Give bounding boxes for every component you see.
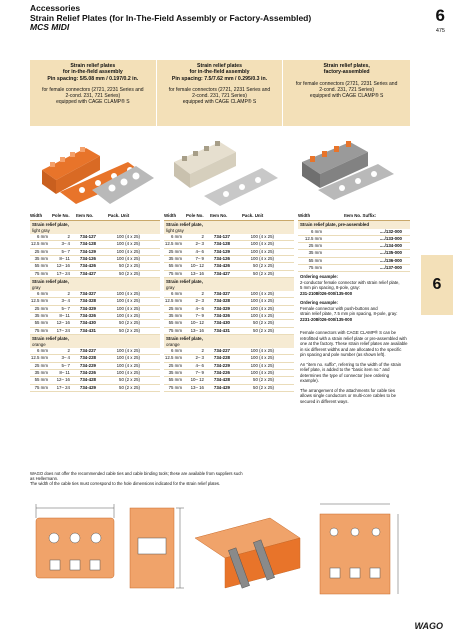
cell-pack: 100 (4 x 25) <box>250 370 274 376</box>
table-row <box>298 250 410 257</box>
cell-width: 55 mm <box>168 377 182 383</box>
cell-pack: 100 (4 x 25) <box>250 241 274 247</box>
column-header-a <box>30 60 157 126</box>
cell-item: 734-426 <box>79 263 96 269</box>
cell-suffix: ..../135-000 <box>379 250 402 256</box>
table-row <box>164 271 294 278</box>
cell-poles: 2– 3 <box>195 298 204 304</box>
table-row <box>164 385 294 392</box>
table-row <box>164 291 294 298</box>
cell-width: 12.5 mm <box>30 355 48 361</box>
cell-poles: 8– 11 <box>59 256 70 262</box>
cell-width: 55 mm <box>168 320 182 326</box>
table-row <box>164 249 294 256</box>
cell-item: 734-429 <box>79 384 96 390</box>
table-row <box>30 298 160 305</box>
cell-width: 12.5 mm <box>30 298 48 304</box>
table-row <box>30 291 160 298</box>
gray-connector-image <box>288 132 408 208</box>
cell-poles: 2 <box>67 348 70 354</box>
chapter-tab[interactable]: 6 <box>421 255 453 315</box>
cell-suffix: ..../132-000 <box>379 228 402 234</box>
col-item: Item No. <box>210 213 228 218</box>
cell-item: 734-327 <box>213 291 230 297</box>
cell-pack: 50 (2 x 25) <box>119 270 140 276</box>
col-c-subtitle: for female connectors (2721, 2231 Series and 2-cond. 231, 721 Series) equipped with CAGE CLAMP® S <box>295 80 398 100</box>
cell-pack: 50 (2 x 25) <box>253 320 274 326</box>
cell-poles: 7– 9 <box>195 370 204 376</box>
cell-width: 35 mm <box>168 256 182 262</box>
cell-width: 25 mm <box>168 362 182 368</box>
cell-item: 734-128 <box>79 241 96 247</box>
cell-poles: 5– 7 <box>61 305 70 311</box>
cell-width: 12.5 mm <box>164 241 182 247</box>
lightgray-connector-image <box>164 132 284 208</box>
cell-suffix: ..../137-000 <box>379 265 402 271</box>
table-row <box>298 229 410 236</box>
table-preassembled <box>298 211 410 410</box>
cell-width: 6 mm <box>171 348 182 354</box>
footnote: WAGO does not offer the recommended cable ties and cable binding tools; these are available from suppliers such as Hellermann. The width of the cable ties must correspond to the hole dimensions indicated for the strain relief plates. <box>30 471 243 487</box>
table-row <box>164 263 294 270</box>
section-title: Strain relief plate, light gray <box>164 221 294 234</box>
cell-item: 734-329 <box>79 305 96 311</box>
page-number: 475 <box>435 28 445 34</box>
cell-width: 55 mm <box>308 257 322 263</box>
cell-width: 25 mm <box>34 362 48 368</box>
cell-poles: 7– 9 <box>195 256 204 262</box>
cell-pack: 50 (2 x 25) <box>119 263 140 269</box>
cell-item: 734-328 <box>213 298 230 304</box>
cell-pack: 50 (2 x 25) <box>253 384 274 390</box>
table-row <box>30 313 160 320</box>
cell-item: 734-227 <box>213 348 230 354</box>
cell-pack: 100 (4 x 25) <box>116 362 140 368</box>
table-row <box>164 256 294 263</box>
table-5mm-header <box>30 211 160 221</box>
cell-poles: 4– 6 <box>195 248 204 254</box>
chapter-number: 6 <box>435 6 445 25</box>
table-row <box>30 355 160 362</box>
cell-item: 734-326 <box>79 313 96 319</box>
cell-poles: 5– 7 <box>61 362 70 368</box>
cell-width: 75 mm <box>168 384 182 390</box>
section-title: Strain relief plate, pre-assembled <box>298 221 410 229</box>
col-suffix: Item No. Suffix: <box>344 213 377 218</box>
cell-poles: 13– 16 <box>190 384 204 390</box>
table-row <box>30 306 160 313</box>
cell-poles: 3– 4 <box>61 355 70 361</box>
cell-poles: 7– 9 <box>195 313 204 319</box>
table-row <box>164 313 294 320</box>
table-row <box>164 241 294 248</box>
cell-poles: 10– 12 <box>190 263 204 269</box>
cell-pack: 50 (2 x 25) <box>253 377 274 383</box>
cell-width: 35 mm <box>168 313 182 319</box>
header-line-2: Strain Relief Plates (for In-The-Field Assembly or Factory-Assembled) <box>30 12 312 23</box>
table-row <box>30 263 160 270</box>
cell-width: 75 mm <box>168 327 182 333</box>
cell-width: 6 mm <box>37 291 48 297</box>
wago-logo: WAGO <box>414 621 443 631</box>
cell-item: 734-226 <box>213 370 230 376</box>
cell-poles: 12– 16 <box>56 320 70 326</box>
table-row <box>298 236 410 243</box>
cell-width: 6 mm <box>171 291 182 297</box>
cell-item: 734-326 <box>213 313 230 319</box>
cell-pack: 100 (4 x 25) <box>250 234 274 240</box>
cell-item: 734-228 <box>213 355 230 361</box>
cell-item: 734-427 <box>213 270 230 276</box>
cell-poles: 17– 24 <box>56 270 70 276</box>
column-header-band <box>30 60 410 126</box>
cell-item: 734-327 <box>79 291 96 297</box>
cell-item: 734-127 <box>79 234 96 240</box>
cell-pack: 100 (4 x 25) <box>250 355 274 361</box>
cell-poles: 2 <box>67 234 70 240</box>
cell-item: 734-228 <box>79 355 96 361</box>
cell-width: 12.5 mm <box>164 298 182 304</box>
column-header-b <box>157 60 284 126</box>
cell-width: 35 mm <box>34 370 48 376</box>
table-row <box>30 385 160 392</box>
col-b-title: Strain relief plates for in-the-field assembly Pin spacing: 7.5/7.62 mm / 0.295/0.3 in. <box>171 63 268 82</box>
cell-item: 734-229 <box>79 362 96 368</box>
cell-pack: 100 (4 x 25) <box>116 348 140 354</box>
col-poles: Pole No. <box>52 213 70 218</box>
col-width: Width <box>30 213 43 218</box>
col-width: Width <box>164 213 177 218</box>
cell-poles: 3– 4 <box>61 298 70 304</box>
cell-pack: 50 (2 x 25) <box>253 270 274 276</box>
cell-item: 734-429 <box>213 384 230 390</box>
table-row <box>164 355 294 362</box>
cell-poles: 10– 12 <box>190 377 204 383</box>
technical-drawings <box>30 488 410 616</box>
section-title: Strain relief plate, orange <box>164 335 294 348</box>
cell-width: 35 mm <box>308 250 322 256</box>
cell-suffix: ..../133-000 <box>379 235 402 241</box>
cell-poles: 17– 24 <box>56 384 70 390</box>
table-row <box>164 363 294 370</box>
table-row <box>30 328 160 335</box>
table-row <box>164 234 294 241</box>
column-header-c <box>283 60 410 126</box>
cell-poles: 2– 3 <box>195 241 204 247</box>
page-header <box>30 4 400 33</box>
cell-pack: 100 (4 x 25) <box>116 234 140 240</box>
table-7-5mm-header <box>164 211 294 221</box>
table-row <box>30 241 160 248</box>
cell-pack: 100 (4 x 25) <box>116 355 140 361</box>
cell-pack: 100 (4 x 25) <box>250 256 274 262</box>
ordering-info: Ordering example: 2-conductor female connector with strain relief plate, 5 mm pin spacing, 8-pole, gray: 231-2108/026-000/135-000 Ordering example: Female connector with push-buttons and strain relief plate, 7.5 mm pin spacing, 8-pole, gray: 2231-208/026-000/135-000 Female connectors with CAGE CLAMP® S can be retrofitted with a strain relief plate or pre-assembled with one at the factory. These strain relief plates are available in six different widths and are allocated to the specific pin spacing and pole number (as shown left). An "item no. suffix", referring to the width of the strain relief plate, is added to the "basic item no." and determines the type of connector (see ordering example). The arrangement of the attachments for cable ties allows single conductors or multi-core cables to be secured in different ways. <box>300 274 408 404</box>
cell-pack: 100 (4 x 25) <box>250 248 274 254</box>
cell-item: 734-430 <box>79 320 96 326</box>
cell-width: 75 mm <box>34 270 48 276</box>
cell-width: 35 mm <box>34 313 48 319</box>
table-row <box>30 363 160 370</box>
cell-pack: 100 (4 x 25) <box>250 305 274 311</box>
cell-poles: 13– 16 <box>190 270 204 276</box>
table-row <box>298 265 410 272</box>
cell-width: 75 mm <box>168 270 182 276</box>
cell-width: 25 mm <box>34 248 48 254</box>
cell-poles: 5– 7 <box>61 248 70 254</box>
cell-width: 25 mm <box>308 243 322 249</box>
cell-width: 25 mm <box>168 248 182 254</box>
cell-item: 734-126 <box>79 256 96 262</box>
cell-pack: 100 (4 x 25) <box>250 291 274 297</box>
cell-poles: 17– 24 <box>56 327 70 333</box>
section-title: Strain relief plate, gray <box>30 278 160 291</box>
cell-pack: 50 (2 x 25) <box>253 263 274 269</box>
cell-item: 734-428 <box>79 377 96 383</box>
col-pack: Pack. Unit <box>108 213 130 218</box>
cell-width: 6 mm <box>37 348 48 354</box>
cell-poles: 13– 16 <box>190 327 204 333</box>
cell-item: 734-227 <box>79 348 96 354</box>
col-b-subtitle: for female connectors (2721, 2231 Series and 2-cond. 231, 721 Series) equipped with CAGE CLAMP® S <box>168 86 271 106</box>
cell-pack: 100 (4 x 25) <box>116 298 140 304</box>
cell-item: 734-329 <box>213 305 230 311</box>
table-row <box>30 249 160 256</box>
table-row <box>30 234 160 241</box>
table-5mm <box>30 211 160 392</box>
cell-item: 734-129 <box>79 248 96 254</box>
cell-poles: 2 <box>201 348 204 354</box>
cell-width: 75 mm <box>34 327 48 333</box>
cell-poles: 4– 6 <box>195 362 204 368</box>
table-row <box>30 370 160 377</box>
cell-poles: 12– 16 <box>56 263 70 269</box>
cell-width: 6 mm <box>171 234 182 240</box>
cell-suffix: ..../136-000 <box>379 257 402 263</box>
table-row <box>164 306 294 313</box>
cell-item: 734-431 <box>213 327 230 333</box>
table-row <box>298 258 410 265</box>
cell-poles: 4– 6 <box>195 305 204 311</box>
table-row <box>30 320 160 327</box>
orange-plate-image <box>88 160 158 208</box>
cell-pack: 100 (4 x 25) <box>250 362 274 368</box>
section-title: Strain relief plate, gray <box>164 278 294 291</box>
header-line-1: Accessories <box>30 3 81 13</box>
table-row <box>30 256 160 263</box>
table-row <box>164 298 294 305</box>
table-row <box>164 370 294 377</box>
cell-pack: 100 (4 x 25) <box>116 305 140 311</box>
cell-pack: 50 (2 x 25) <box>119 327 140 333</box>
cell-width: 55 mm <box>34 263 48 269</box>
cell-poles: 2 <box>201 234 204 240</box>
cell-width: 75 mm <box>308 265 322 271</box>
cell-pack: 50 (2 x 25) <box>119 320 140 326</box>
cell-width: 55 mm <box>168 263 182 269</box>
cell-width: 55 mm <box>34 320 48 326</box>
cell-pack: 100 (4 x 25) <box>116 370 140 376</box>
table-row <box>30 377 160 384</box>
cell-width: 35 mm <box>168 370 182 376</box>
table-preassembled-header <box>298 211 410 221</box>
cell-item: 734-127 <box>213 234 230 240</box>
col-pack: Pack. Unit <box>242 213 264 218</box>
col-a-subtitle: for female connectors (2721, 2231 Series and 2-cond. 231, 721 Series) equipped with CAGE CLAMP® S <box>42 86 144 106</box>
header-line-3: MCS MIDI <box>30 22 70 32</box>
cell-suffix: ..../134-000 <box>379 243 402 249</box>
table-row <box>30 271 160 278</box>
cell-pack: 100 (4 x 25) <box>250 348 274 354</box>
cell-width: 35 mm <box>34 256 48 262</box>
cell-item: 734-430 <box>213 320 230 326</box>
cell-width: 6 mm <box>311 228 322 234</box>
cell-width: 75 mm <box>34 384 48 390</box>
cell-width: 55 mm <box>34 377 48 383</box>
cell-item: 734-129 <box>213 248 230 254</box>
table-row <box>164 377 294 384</box>
cell-item: 734-431 <box>79 327 96 333</box>
product-images <box>30 130 410 210</box>
cell-item: 734-428 <box>213 377 230 383</box>
cell-poles: 8– 11 <box>59 370 70 376</box>
table-row <box>298 243 410 250</box>
col-c-title: Strain relief plates, factory-assembled <box>323 63 370 76</box>
cell-poles: 2 <box>201 291 204 297</box>
cell-pack: 100 (4 x 25) <box>116 256 140 262</box>
cell-width: 6 mm <box>37 234 48 240</box>
cell-width: 12.5 mm <box>30 241 48 247</box>
cell-item: 734-226 <box>79 370 96 376</box>
table-row <box>164 328 294 335</box>
cell-pack: 100 (4 x 25) <box>250 298 274 304</box>
cell-width: 25 mm <box>168 305 182 311</box>
cell-item: 734-128 <box>213 241 230 247</box>
table-row <box>30 348 160 355</box>
cell-pack: 100 (4 x 25) <box>116 241 140 247</box>
col-a-title: Strain relief plates for in-the-field assembly Pin spacing: 5/5.08 mm / 0.197/0.2 in. <box>47 63 139 82</box>
section-title: Strain relief plate, light gray <box>30 221 160 234</box>
cell-pack: 100 (4 x 25) <box>250 313 274 319</box>
cell-width: 12.5 mm <box>164 355 182 361</box>
cell-pack: 50 (2 x 25) <box>119 377 140 383</box>
cell-item: 734-328 <box>79 298 96 304</box>
cell-item: 734-229 <box>213 362 230 368</box>
cell-poles: 12– 16 <box>56 377 70 383</box>
cell-poles: 2 <box>67 291 70 297</box>
cell-item: 734-426 <box>213 263 230 269</box>
col-poles: Pole No. <box>186 213 204 218</box>
cell-poles: 8– 11 <box>59 313 70 319</box>
table-row <box>164 348 294 355</box>
section-title: Strain relief plate, orange <box>30 335 160 348</box>
cell-pack: 100 (4 x 25) <box>116 313 140 319</box>
cell-width: 25 mm <box>34 305 48 311</box>
table-7-5mm <box>164 211 294 392</box>
cell-item: 734-126 <box>213 256 230 262</box>
cell-item: 734-427 <box>79 270 96 276</box>
cell-pack: 50 (2 x 25) <box>253 327 274 333</box>
cell-poles: 2– 3 <box>195 355 204 361</box>
cell-poles: 3– 4 <box>61 241 70 247</box>
cell-pack: 100 (4 x 25) <box>116 248 140 254</box>
cell-pack: 50 (2 x 25) <box>119 384 140 390</box>
col-item: Item No. <box>76 213 94 218</box>
cell-pack: 100 (4 x 25) <box>116 291 140 297</box>
table-row <box>164 320 294 327</box>
cell-width: 12.5 mm <box>304 235 322 241</box>
cell-poles: 10– 12 <box>190 320 204 326</box>
col-width: Width <box>298 213 311 218</box>
